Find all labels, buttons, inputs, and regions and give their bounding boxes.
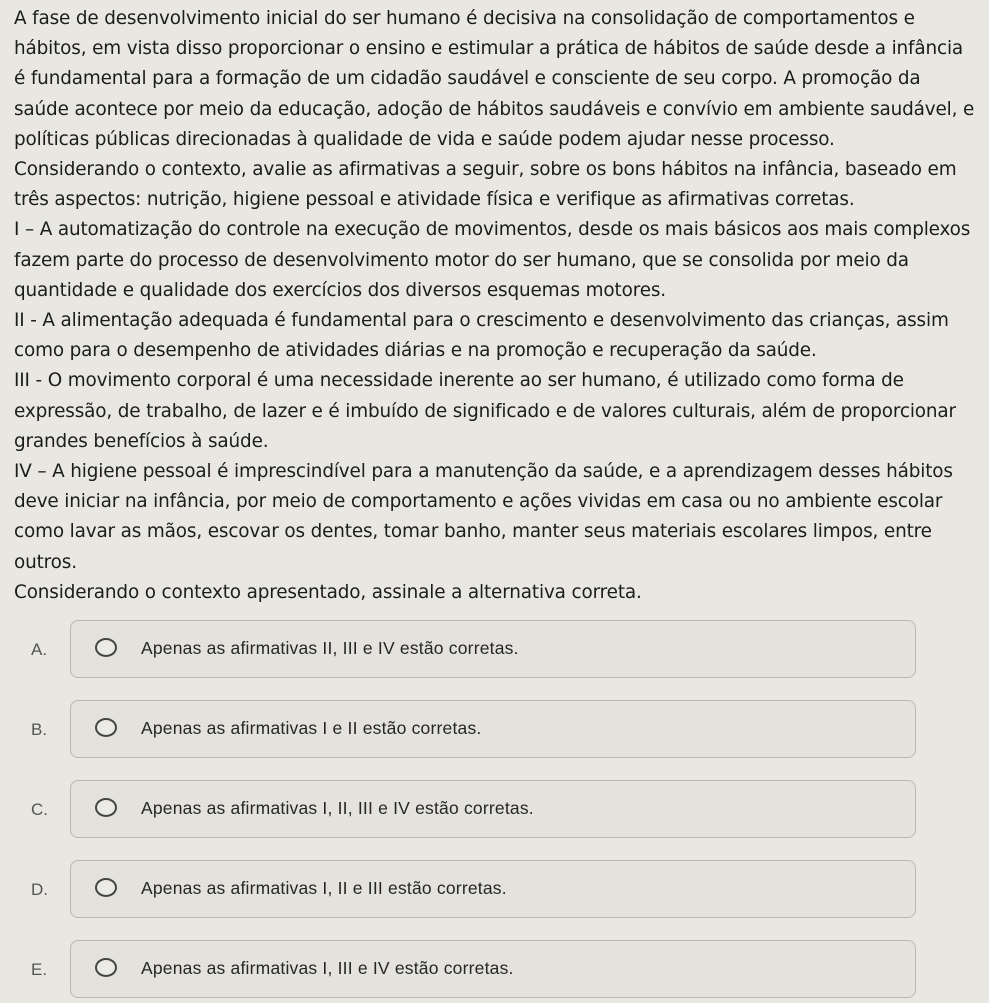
option-b[interactable] (31, 700, 916, 758)
statement-i: I – A automatização do controle na execução de movimentos, desde os mais básicos aos mais complexos fazem parte do processo de desenvolvimento motor do ser humano, que se consolida por meio da quantidade e qualidade dos exercícios dos diversos esquemas motores. (14, 219, 971, 301)
question-text (14, 4, 976, 608)
radio-button[interactable] (95, 798, 117, 817)
option-text: Apenas as afirmativas I e II estão corretas. (141, 718, 482, 738)
option-c[interactable] (31, 780, 916, 838)
prompt-paragraph: Considerando o contexto apresentado, assinale a alternativa correta. (14, 581, 642, 603)
option-a[interactable] (31, 620, 916, 678)
option-text: Apenas as afirmativas I, II, III e IV estão corretas. (141, 798, 534, 818)
option-text: Apenas as afirmativas II, III e IV estão corretas. (141, 638, 519, 658)
intro-paragraph: A fase de desenvolvimento inicial do ser humano é decisiva na consolidação de comportamentos e hábitos, em vista disso proporcionar o ensino e estimular a prática de hábitos de saúde desde a infância é fundamental para a formação de um cidadão saudável e consciente de seu corpo. A promoção da saúde acontece por meio da educação, adoção de hábitos saudáveis e convívio em ambiente saudável, e políticas públicas direcionadas à qualidade de vida e saúde podem ajudar nesse processo. (14, 8, 975, 150)
option-text: Apenas as afirmativas I, III e IV estão corretas. (141, 958, 514, 978)
option-letter: D. (31, 880, 48, 899)
option-d[interactable] (31, 860, 916, 918)
option-text: Apenas as afirmativas I, II e III estão corretas. (141, 878, 507, 898)
radio-button[interactable] (95, 878, 117, 897)
radio-button[interactable] (95, 638, 117, 657)
statement-iii: III - O movimento corporal é uma necessidade inerente ao ser humano, é utilizado como forma de expressão, de trabalho, de lazer e é imbuído de significado e de valores culturais, além de proporcionar grandes benefícios à saúde. (14, 370, 956, 452)
instruction-paragraph: Considerando o contexto, avalie as afirmativas a seguir, sobre os bons hábitos na infância, baseado em três aspectos: nutrição, higiene pessoal e atividade física e verifique as afirmativas corretas. (14, 159, 957, 211)
option-letter: A. (31, 640, 48, 659)
option-letter: B. (31, 720, 48, 739)
statement-iv: IV – A higiene pessoal é imprescindível para a manutenção da saúde, e a aprendizagem desses hábitos deve iniciar na infância, por meio de comportamento e ações vividas em casa ou no ambiente escolar como lavar as mãos, escovar os dentes, tomar banho, manter seus materiais escolares limpos, entre outros. (14, 461, 953, 573)
radio-button[interactable] (95, 718, 117, 737)
option-letter: E. (31, 960, 48, 979)
radio-button[interactable] (95, 958, 117, 977)
statement-ii: II - A alimentação adequada é fundamental para o crescimento e desenvolvimento das crianças, assim como para o desempenho de atividades diárias e na promoção e recuperação da saúde. (14, 310, 949, 362)
option-letter: C. (31, 800, 48, 819)
option-e[interactable] (31, 940, 916, 998)
